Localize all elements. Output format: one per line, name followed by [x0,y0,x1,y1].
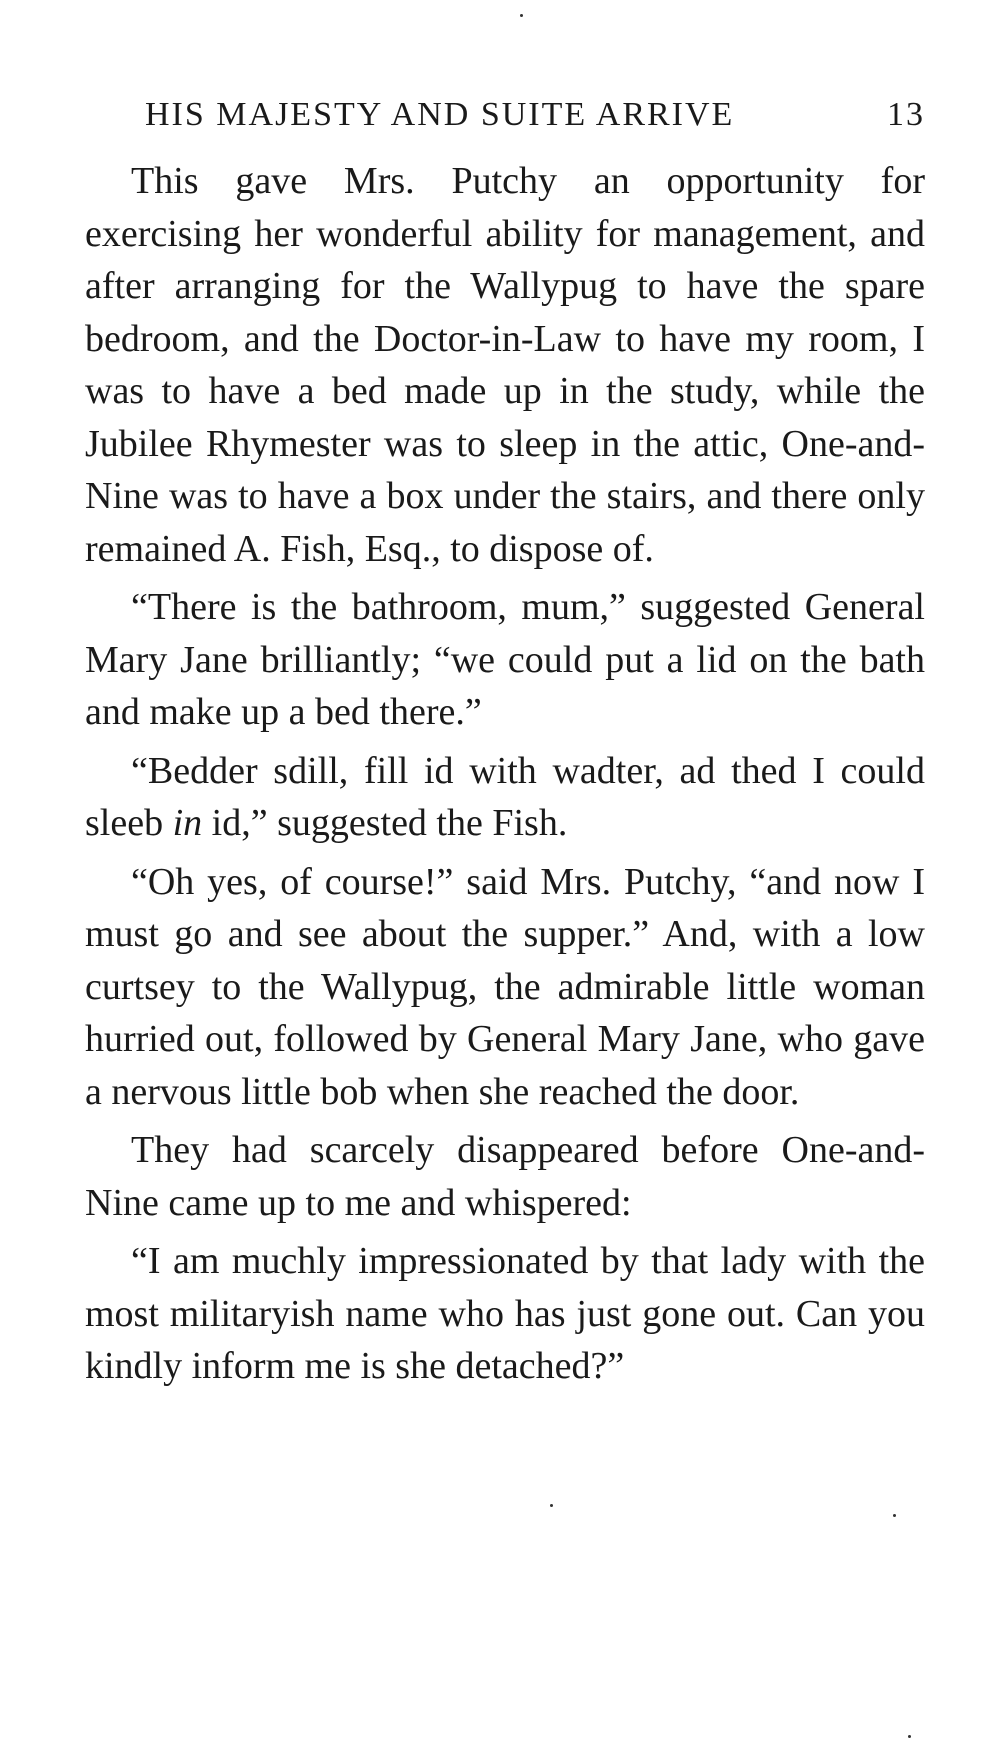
paragraph: This gave Mrs. Putchy an opportunity for exercising her wonderful ability for management, and after arranging for the Wallypug to have the spare bedroom, and the Doctor-in-Law to have my room, I was to have a bed made up in the study, while the Jubilee Rhymester was to sleep in the attic, One-and-Nine was to have a box under the stairs, and there only remained A. Fish, Esq., to dispose of. [85,160,925,570]
paragraph: “I am muchly impressionated by that lady with the most militaryish name who has just gone out. Can you kindly inform me is she detached?” [85,1240,925,1387]
paragraph: “Oh yes, of course!” said Mrs. Putchy, “and now I must go and see about the supper.” And, with a low curtsey to the Wallypug, the admirable little woman hurried out, followed by General Mary Jane, who gave a nervous little bob when she reached the door. [85,860,925,1113]
scan-speck [550,1504,553,1507]
scan-speck [893,1514,896,1517]
chapter-title: HIS MAJESTY AND SUITE ARRIVE [145,96,735,133]
italic-word: in [172,802,203,844]
paragraph [85,745,925,850]
paragraph-text: id,” suggested the Fish. [202,802,568,844]
body-text [85,155,925,1393]
paragraph-text: “Bedder sdill, fill id with wadter, ad thed I could sleeb [85,749,925,844]
paragraph: “There is the bathroom, mum,” suggested General Mary Jane brilliantly; “we could put a lid on the bath and make up a bed there.” [85,586,925,733]
scan-speck [908,1735,911,1738]
running-head [85,95,925,155]
page-number: 13 [887,96,925,133]
scan-speck [520,14,523,17]
book-page [85,95,925,1399]
paragraph: They had scarcely disappeared before One-and-Nine came up to me and whispered: [85,1129,925,1224]
